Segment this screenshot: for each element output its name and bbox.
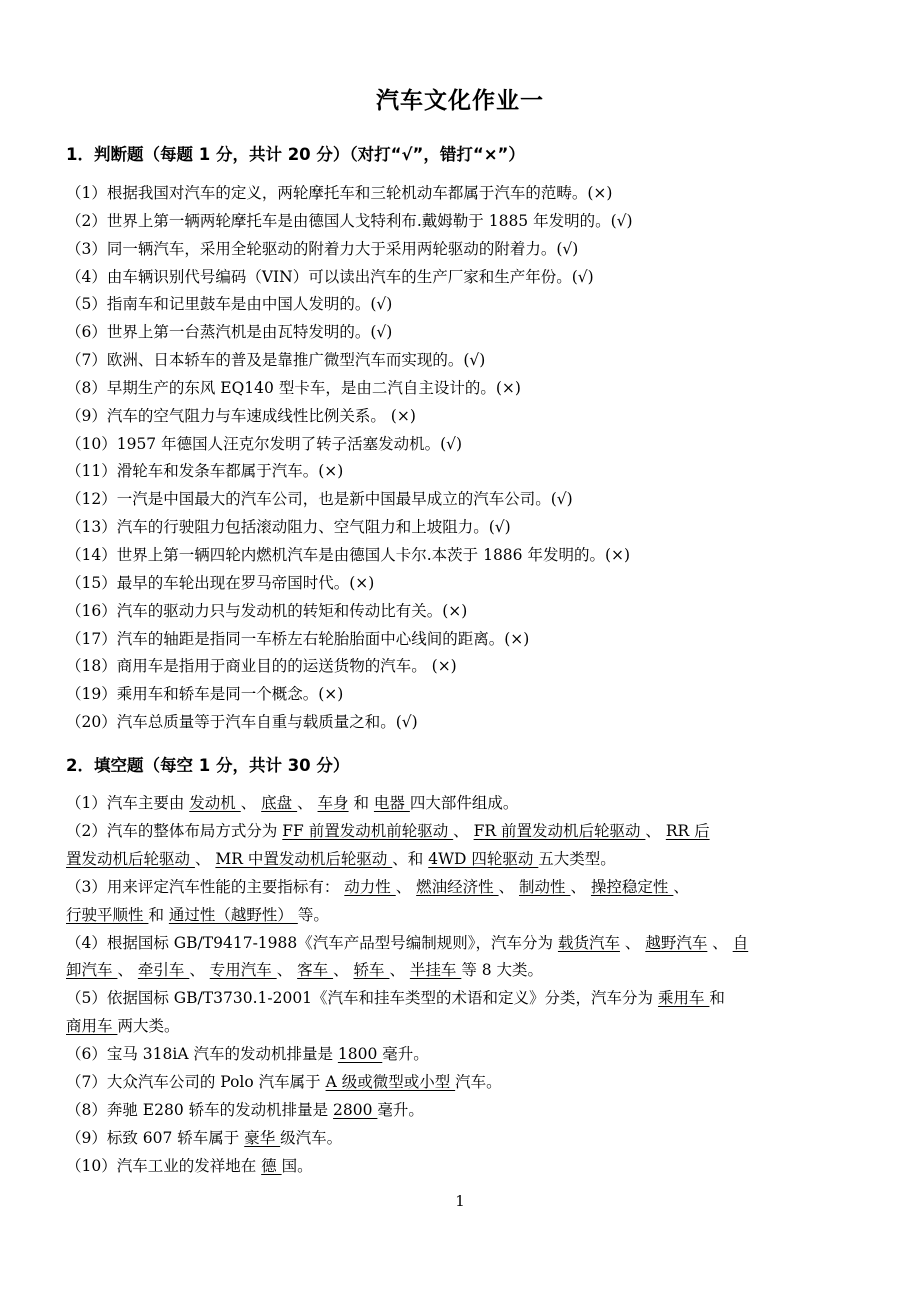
answer-blank: A 级或微型或小型 [325, 1073, 456, 1092]
question-text: 级汽车。 [280, 1128, 343, 1147]
true-false-question: （9）汽车的空气阻力与车速成线性比例关系。 (×) [66, 406, 416, 425]
question-text: （10）汽车工业的发祥地在 [66, 1156, 262, 1175]
answer-blank: 乘用车 [657, 989, 710, 1008]
question-text: （6）宝马 318iA 汽车的发动机排量是 [66, 1045, 338, 1064]
question-text: （3）用来评定汽车性能的主要指标有： [66, 877, 345, 896]
answer-blank: 轿车 [353, 961, 390, 980]
answer-blank: RR 后 [665, 821, 710, 840]
true-false-question: （20）汽车总质量等于汽车自重与载质量之和。(√) [66, 713, 418, 732]
true-false-question: （6）世界上第一台蒸汽机是由瓦特发明的。(√) [66, 323, 393, 342]
question-text: 国。 [281, 1156, 313, 1175]
answer-blank: MR 中置发动机后轮驱动 [215, 849, 393, 868]
answer-blank: 2800 [333, 1100, 378, 1119]
fill-blank-line [66, 1069, 856, 1097]
question-text: 、 [645, 821, 666, 840]
fill-blank-line [66, 1125, 856, 1153]
question-text: 等。 [297, 905, 329, 924]
question-text: 汽车。 [455, 1073, 502, 1092]
answer-blank: 通过性（越野性） [168, 905, 298, 924]
question-text: 、 [570, 877, 591, 896]
question-text: 、 [240, 794, 262, 812]
answer-blank: 德 [261, 1156, 282, 1175]
true-false-question: （13）汽车的行驶阻力包括滚动阻力、空气阻力和上坡阻力。(√) [66, 518, 511, 537]
question-text: 、 [389, 961, 410, 980]
true-false-question: （3）同一辆汽车，采用全轮驱动的附着力大于采用两轮驱动的附着力。(√) [66, 239, 579, 258]
question-text: 五大类型。 [538, 849, 616, 868]
answer-blank: 操控稳定性 [590, 877, 674, 896]
answer-blank: 1800 [337, 1045, 383, 1064]
true-false-question: （19）乘用车和轿车是同一个概念。(×) [66, 685, 344, 704]
question-text: 和 [148, 905, 169, 924]
fill-blank-line [66, 1013, 856, 1041]
answer-blank: 牵引车 [137, 961, 190, 980]
document-title: 汽车文化作业一 [376, 88, 544, 114]
section-heading-true-false: 1．判断题（每题 1 分，共计 20 分）（对打“√”，错打“×”） [66, 145, 525, 164]
answer-blank: 载货汽车 [557, 933, 620, 952]
question-text: 、 [194, 849, 216, 868]
question-text: （7）大众汽车公司的 Polo 汽车属于 [66, 1073, 326, 1092]
question-text: （2）汽车的整体布局方式分为 [66, 821, 283, 840]
section-heading-fill-blank: 2．填空题（每空 1 分，共计 30 分） [66, 756, 350, 775]
fill-blank-line [66, 818, 856, 846]
fill-blank-line [66, 1041, 856, 1069]
answer-blank: 动力性 [344, 877, 396, 896]
true-false-question: （5）指南车和记里鼓车是由中国人发明的。(√) [66, 295, 393, 314]
true-false-question: （7）欧洲、日本轿车的普及是靠推广微型汽车而实现的。(√) [66, 351, 486, 370]
answer-blank: 豪华 [244, 1128, 281, 1147]
fill-blank-line [66, 957, 856, 985]
question-text: 、 [395, 877, 417, 896]
true-false-question: （11）滑轮车和发条车都属于汽车。(×) [66, 462, 344, 481]
question-text: 、 [189, 961, 210, 980]
fill-blank-line [66, 1153, 856, 1181]
answer-blank: 底盘 [261, 794, 298, 812]
answer-blank: 商用车 [66, 1017, 118, 1036]
question-text: 四大部件组成。 [409, 794, 519, 812]
question-text: 毫升。 [382, 1045, 429, 1064]
question-text: 、 [619, 933, 646, 952]
fill-blank-line [66, 846, 856, 874]
true-false-question: （8）早期生产的东风 EQ140 型卡车，是由二汽自主设计的。(×) [66, 378, 521, 397]
fill-blank-line [66, 790, 856, 818]
question-text: 、 [498, 877, 520, 896]
fill-blank-line [66, 874, 856, 902]
question-text: 、 [453, 821, 474, 840]
fill-blank-question-list [66, 790, 856, 1181]
fill-blank-line [66, 1097, 856, 1125]
question-text: 、和 [392, 849, 429, 868]
question-text: 、 [333, 961, 354, 980]
true-false-question: （12）一汽是中国最大的汽车公司，也是新中国最早成立的汽车公司。(√) [66, 490, 573, 509]
question-text: （9）标致 607 轿车属于 [66, 1128, 245, 1147]
question-text: （5）依据国标 GB/T3730.1-2001《汽车和挂车类型的术语和定义》分类，汽车分为 [66, 989, 658, 1008]
question-text: 两大类。 [117, 1017, 180, 1036]
fill-blank-line [66, 985, 856, 1013]
true-false-question: （14）世界上第一辆四轮内燃机汽车是由德国人卡尔.本茨于 1886 年发明的。(×) [66, 545, 631, 564]
fill-blank-line [66, 902, 856, 930]
answer-blank: FF 前置发动机前轮驱动 [282, 821, 454, 840]
true-false-question: （16）汽车的驱动力只与发动机的转矩和传动比有关。(×) [66, 601, 468, 620]
answer-blank: 专用汽车 [209, 961, 277, 980]
answer-blank: 发动机 [189, 794, 241, 812]
answer-blank: 半挂车 [409, 961, 462, 980]
question-text: 毫升。 [377, 1100, 424, 1119]
answer-blank: 电器 [373, 794, 410, 812]
true-false-question: （17）汽车的轴距是指同一车桥左右轮胎胎面中心线间的距离。(×) [66, 629, 530, 648]
question-text: （4）根据国标 GB/T9417-1988《汽车产品型号编制规则》，汽车分为 [66, 933, 558, 952]
answer-blank: 行驶平顺性 [66, 905, 149, 924]
question-text: （1）汽车主要由 [66, 794, 190, 812]
answer-blank: 客车 [297, 961, 334, 980]
answer-blank: FR 前置发动机后轮驱动 [473, 821, 646, 840]
answer-blank: 置发动机后轮驱动 [66, 849, 195, 868]
question-text: 、 [707, 933, 733, 952]
answer-blank: 卸汽车 [66, 961, 118, 980]
answer-blank: 车身 [317, 794, 349, 812]
true-false-question: （1）根据我国对汽车的定义，两轮摩托车和三轮机动车都属于汽车的范畴。(×) [66, 184, 613, 202]
question-text: 、 [673, 877, 689, 896]
question-text: 等 8 大类。 [461, 961, 544, 980]
fill-blank-line [66, 930, 856, 958]
question-text: 、 [297, 794, 318, 812]
true-false-question: （4）由车辆识别代号编码（VIN）可以读出汽车的生产厂家和生产年份。(√) [66, 267, 594, 286]
true-false-question-list [66, 180, 856, 737]
true-false-question: （15）最早的车轮出现在罗马帝国时代。(×) [66, 573, 375, 592]
question-text: 和 [709, 989, 725, 1008]
question-text: 、 [276, 961, 298, 980]
page-number: 1 [455, 1192, 465, 1210]
answer-blank: 越野汽车 [645, 933, 708, 952]
question-text: 、 [117, 961, 138, 980]
answer-blank: 自 [732, 933, 749, 952]
answer-blank: 制动性 [519, 877, 571, 896]
true-false-question: （2）世界上第一辆两轮摩托车是由德国人戈特利布.戴姆勒于 1885 年发明的。(√) [66, 211, 633, 230]
true-false-question: （10）1957 年德国人汪克尔发明了转子活塞发动机。(√) [66, 434, 463, 453]
question-text: 和 [348, 794, 374, 812]
answer-blank: 燃油经济性 [416, 877, 499, 896]
true-false-question: （18）商用车是指用于商业目的的运送货物的汽车。 (×) [66, 657, 457, 676]
question-text: （8）奔驰 E280 轿车的发动机排量是 [66, 1100, 334, 1119]
answer-blank: 4WD 四轮驱动 [428, 849, 539, 868]
